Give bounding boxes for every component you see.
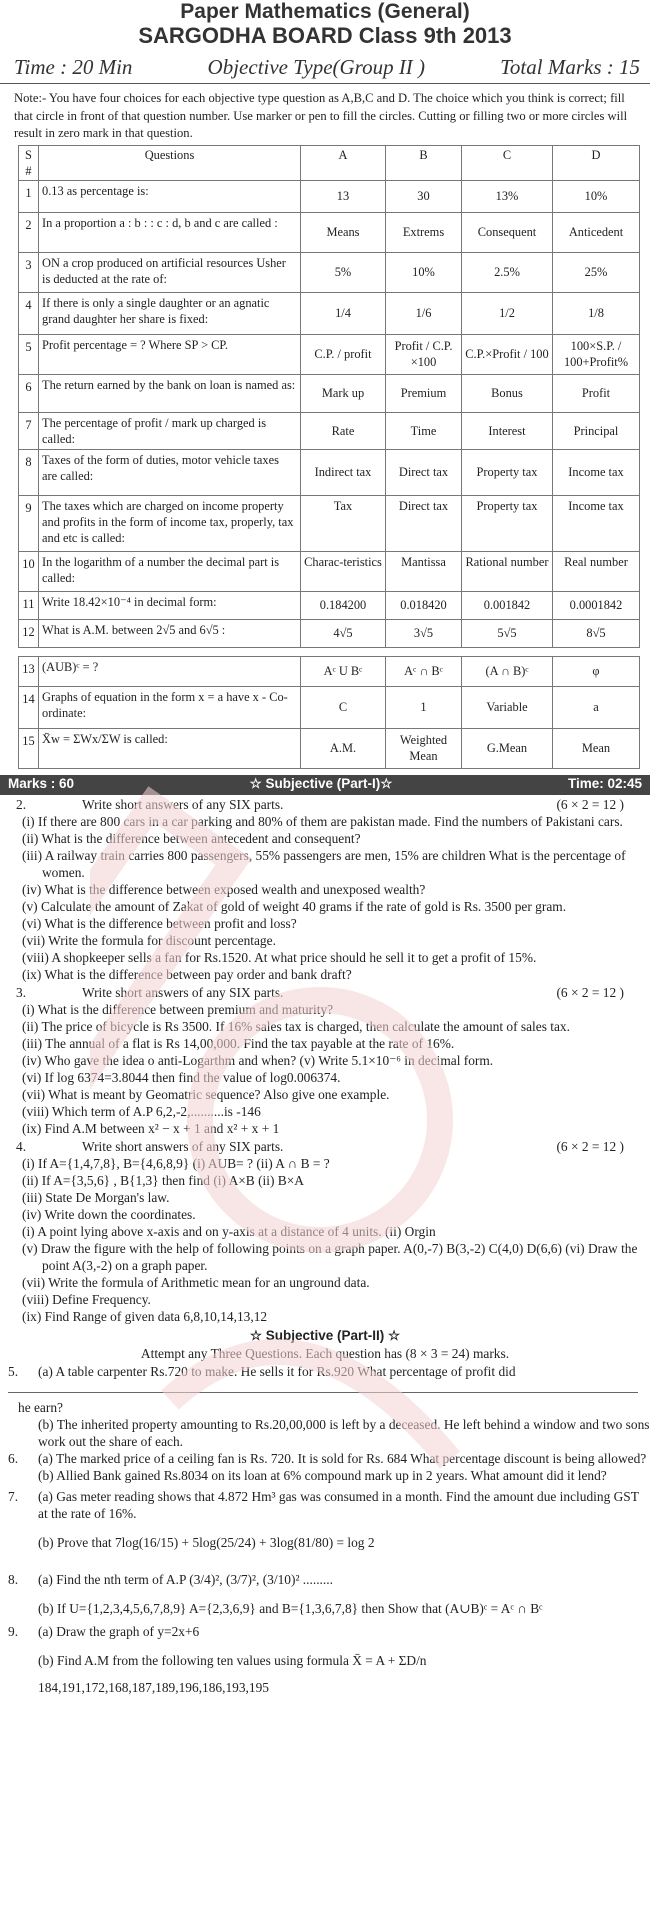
col-c: C — [462, 145, 553, 180]
list-item: (ix) Find Range of given data 6,8,10,14,13,12 — [22, 1308, 268, 1324]
long-question-8: 8. (a) Find the nth term of A.P (3/4)², (3/7)², (3/10)² ......... (b) If U={1,2,3,4,5,6,7,8,9} A={2,3,6,9} and B={1,3,6,7,8} then Show that (A∪B)ᶜ = Aᶜ ∩ Bᶜ — [0, 1571, 650, 1617]
table-row: 10 In the logarithm of a number the decimal part is called: Charac-teristics Mantissa Rational number Real number — [19, 551, 640, 591]
part-b: (b) Find A.M from the following ten values using formula X̄ = A + ΣD/n — [38, 1652, 427, 1668]
col-a: A — [301, 145, 386, 180]
data-values: 184,191,172,168,187,189,196,186,193,195 — [38, 1679, 269, 1695]
objective-table-continued — [18, 656, 640, 769]
question-4 — [0, 1138, 650, 1325]
table-row: 11 Write 18.42×10⁻⁴ in decimal form: 0.184200 0.018420 0.001842 0.0001842 — [19, 591, 640, 619]
part-a: (a) Find the nth term of A.P (3/4)², (3/7)², (3/10)² ......... — [38, 1571, 333, 1587]
table-row: 12 What is A.M. between 2√5 and 6√5 : 4√5 3√5 5√5 8√5 — [19, 619, 640, 647]
part2-instructions: Attempt any Three Questions. Each question has (8 × 3 = 24) marks. — [140, 1345, 510, 1361]
fraction-option: 1/2 — [462, 292, 553, 334]
list-item: (iv) Who gave the idea o anti-Logarthm and when? (v) Write 5.1×10⁻⁶ in decimal form. — [22, 1052, 494, 1068]
long-question-5: 5. (a) A table carpenter Rs.720 to make. He sells it for Rs.920 What percentage of profit did — [0, 1363, 650, 1380]
part-a: (a) The marked price of a ceiling fan is Rs. 720. It is sold for Rs. 684 What percentage discount is being allowed? — [38, 1450, 647, 1466]
formula-option: C.P. / profit — [301, 334, 386, 374]
table-row: 13 (AUB)ᶜ = ? Aᶜ U Bᶜ Aᶜ ∩ Bᶜ (A ∩ B)ᶜ φ — [19, 656, 640, 686]
col-questions: Questions — [39, 145, 301, 180]
col-b: B — [386, 145, 462, 180]
exam-info-row — [0, 54, 650, 84]
fraction-option: 1/8 — [553, 292, 640, 334]
list-item: (viii) A shopkeeper sells a fan for Rs.1520. At what price should he sell it to get a profit of 15%. — [22, 949, 537, 965]
list-item: (vi) What is the difference between profit and loss? — [22, 915, 297, 931]
part-b: (b) Allied Bank gained Rs.8034 on its loan at 6% compound mark up in 2 years. What amount did it lend? — [38, 1467, 607, 1483]
subjective-part1-bar — [0, 775, 650, 795]
list-item: (v) Calculate the amount of Zakat of gold of weight 40 grams if the rate of gold is Rs. 3500 per gram. — [22, 898, 567, 914]
objective-table — [18, 145, 640, 648]
divider — [8, 1392, 638, 1393]
board-title: SARGODHA BOARD Class 9th 2013 — [138, 23, 512, 48]
list-item: (iii) State De Morgan's law. — [22, 1189, 170, 1205]
list-item: (iii) The annual of a flat is Rs 14,00,000. Find the tax payable at the rate of 16%. — [22, 1035, 455, 1051]
part-a: (a) Draw the graph of y=2x+6 — [38, 1623, 200, 1639]
table-row: 5 Profit percentage = ? Where SP > CP. C.P. / profit Profit / C.P. ×100 C.P.×Profit / 100 100×S.P. / 100+Profit% — [19, 334, 640, 374]
table-row: 3 ON a crop produced on artificial resources Usher is deducted at the rate of: 5% 10% 2.5% 25% — [19, 252, 640, 292]
question-2 — [0, 796, 650, 983]
list-item: (ix) What is the difference between pay order and bank draft? — [22, 966, 352, 982]
marks-label: Marks : 60 — [8, 776, 75, 792]
list-item: (i) What is the difference between premium and maturity? — [22, 1001, 334, 1017]
fraction-option: 1/4 — [301, 292, 386, 334]
question-3 — [0, 984, 650, 1137]
list-item: (ix) Find A.M between x² − x + 1 and x² + x + 1 — [22, 1120, 280, 1136]
total-marks-label: Total Marks : 15 — [500, 55, 640, 79]
part-b: (b) Prove that 7log(16/15) + 5log(25/24) + 3log(81/80) = log 2 — [38, 1534, 375, 1550]
list-item: (viii) Which term of A.P 6,2,-2,..........is -146 — [22, 1103, 261, 1119]
part-a: (a) Gas meter reading shows that 4.872 Hm³ gas was consumed in a month. Find the amount due including GST at the rate of 16%. — [38, 1488, 639, 1521]
list-item: (viii) Define Frequency. — [22, 1291, 151, 1307]
list-item: (v) Draw the figure with the help of following points on a graph paper. A(0,-7) B(3,-2) C(4,0) D(6,6) (vi) Draw the point A(3,-2) on a graph paper. — [22, 1240, 638, 1273]
part-b: (b) The inherited property amounting to Rs.20,00,000 is left by a deceased. He left behind a window and two sons work out the share of each. — [38, 1416, 650, 1449]
table-row: 4 If there is only a single daughter or an agnatic grand daughter her share is fixed: 1/4 1/6 1/2 1/8 — [19, 292, 640, 334]
time-label: Time: 02:45 — [567, 776, 642, 792]
list-item: (i) If there are 800 cars in a car parking and 80% of them are pakistan made. Find the numbers of Pakistani cars. — [22, 813, 623, 829]
part2-title: ☆ Subjective (Part-II) ☆ — [249, 1327, 401, 1343]
part-a-cont: he earn? — [18, 1399, 63, 1415]
table-row: 9 The taxes which are charged on income property and profits in the form of income tax, properly, tax and etc is called: Tax Direct tax Property tax Income tax — [19, 495, 640, 551]
list-item: (iv) What is the difference between exposed wealth and unexposed wealth? — [22, 881, 426, 897]
table-row: 8 Taxes of the form of duties, motor vehicle taxes are called: Indirect tax Direct tax Property tax Income tax — [19, 449, 640, 495]
fraction-option: 1/6 — [386, 292, 462, 334]
part-a: (a) A table carpenter Rs.720 to make. He sells it for Rs.920 What percentage of profit did — [38, 1363, 516, 1379]
table-row: 7 The percentage of profit / mark up charged is called: Rate Time Interest Principal — [19, 412, 640, 449]
list-item: (vii) Write the formula of Arithmetic mean for an unground data. — [22, 1274, 370, 1290]
question-heading: 3. Write short answers of any SIX parts. (6 × 2 = 12 ) — [16, 984, 624, 1000]
long-question-9: 9. (a) Draw the graph of y=2x+6 (b) Find A.M from the following ten values using formula X̄ = A + ΣD/n 184,191,172,168,187,189,196,186,193,195 — [0, 1623, 650, 1696]
list-item: (ii) The price of bicycle is Rs 3500. If 16% sales tax is charged, then calculate the amount of sales tax. — [22, 1018, 570, 1034]
list-item: (ii) If A={3,5,6} , B{1,3} then find (i) A×B (ii) B×A — [22, 1172, 304, 1188]
instructions-note: Note:- You have four choices for each objective type question as A,B,C and D. The choice which you think is correct; fill that circle in front of that question number. Use marker or pen to fill the circles. Cutting or filling two or more circles will result in zero mark in that question. — [14, 91, 628, 140]
col-d: D — [553, 145, 640, 180]
list-item: (vii) What is meant by Geomatric sequence? Also give one example. — [22, 1086, 390, 1102]
col-sn: S # — [19, 145, 39, 180]
long-question-6: 6. (a) The marked price of a ceiling fan is Rs. 720. It is sold for Rs. 684 What percentage discount is being allowed? (b) Allied Bank gained Rs.8034 on its loan at 6% compound mark up in 2 years. What amount did it lend? — [0, 1450, 650, 1484]
list-item: (iv) Write down the coordinates. — [22, 1206, 196, 1222]
paper-title: Paper Mathematics (General) — [180, 0, 470, 23]
formula-option: C.P.×Profit / 100 — [462, 334, 553, 374]
part-b: (b) If U={1,2,3,4,5,6,7,8,9} A={2,3,6,9} and B={1,3,6,7,8} then Show that (A∪B)ᶜ = Aᶜ ∩ Bᶜ — [38, 1600, 543, 1616]
long-question-5-cont — [0, 1399, 650, 1450]
list-item: (ii) What is the difference between antecedent and consequent? — [22, 830, 361, 846]
table-row: 6 The return earned by the bank on loan is named as: Mark up Premium Bonus Profit — [19, 374, 640, 412]
section-title: ☆ Subjective (Part-I)☆ — [249, 776, 393, 792]
list-item: (vi) If log 6374=3.8044 then find the value of log0.006374. — [22, 1069, 341, 1085]
table-row: 14 Graphs of equation in the form x = a have x - Co-ordinate: C 1 Variable a — [19, 686, 640, 728]
table-header-row — [19, 145, 640, 180]
question-heading: 2. Write short answers of any SIX parts. (6 × 2 = 12 ) — [16, 796, 624, 812]
list-item: (i) A point lying above x-axis and on y-axis at a distance of 4 units. (ii) Orgin — [22, 1223, 436, 1239]
table-row: 2 In a proportion a : b : : c : d, b and c are called : Means Extrems Consequent Anticedent — [19, 212, 640, 252]
time-label: Time : 20 Min — [14, 55, 133, 79]
formula-option: 100×S.P. / 100+Profit% — [553, 334, 640, 374]
question-heading: 4. Write short answers of any SIX parts. (6 × 2 = 12 ) — [16, 1138, 624, 1154]
list-item: (vii) Write the formula for discount percentage. — [22, 932, 276, 948]
type-label: Objective Type(Group II ) — [207, 55, 426, 79]
list-item: (iii) A railway train carries 800 passengers, 55% passengers are men, 15% are children What is the percentage of women. — [22, 847, 626, 880]
list-item: (i) If A={1,4,7,8}, B={4,6,8,9} (i) AUB= ? (ii) A ∩ B = ? — [22, 1155, 330, 1171]
table-row: 1 0.13 as percentage is: 13 30 13% 10% — [19, 180, 640, 212]
formula-option: Profit / C.P. ×100 — [386, 334, 462, 374]
long-question-7: 7. (a) Gas meter reading shows that 4.872 Hm³ gas was consumed in a month. Find the amount due including GST at the rate of 16%. (b) Prove that 7log(16/15) + 5log(25/24) + 3log(81/80) = log 2 — [0, 1488, 650, 1563]
table-row: 15 X̄w = ΣWx/ΣW is called: A.M. Weighted Mean G.Mean Mean — [19, 728, 640, 768]
